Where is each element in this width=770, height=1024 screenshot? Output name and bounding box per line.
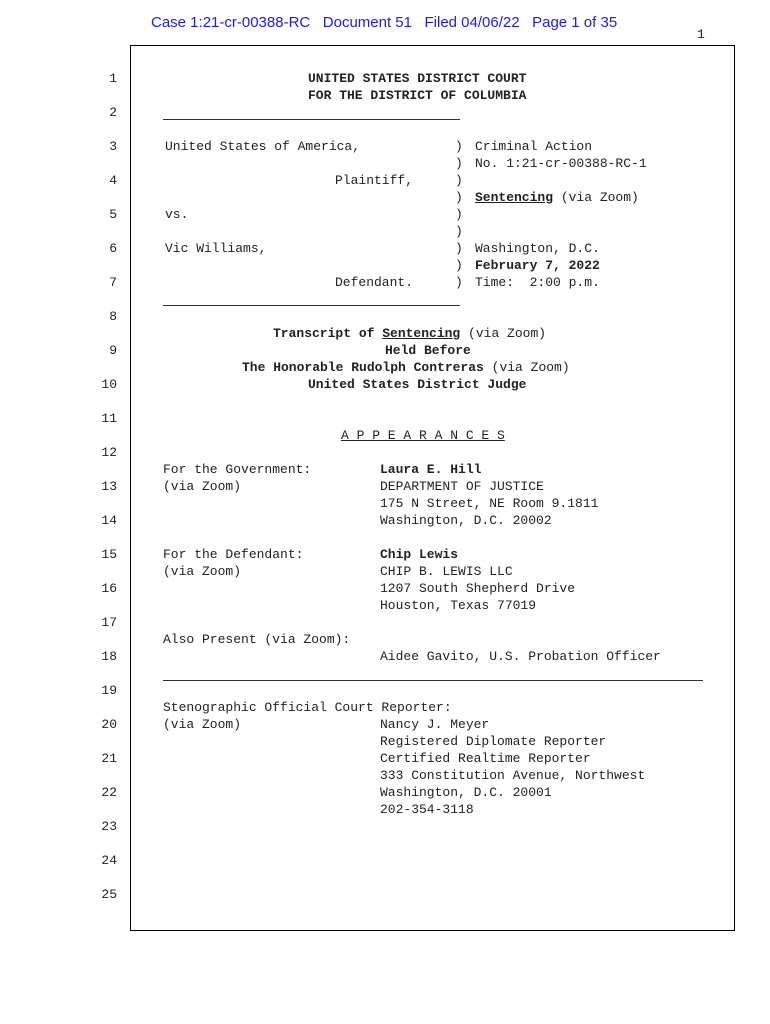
criminal-action: Criminal Action [475, 139, 593, 154]
defendant-via: (via Zoom) [163, 564, 242, 579]
reporter-rule [163, 680, 703, 681]
government-address2: Washington, D.C. 20002 [380, 513, 552, 528]
line-number: 8 [109, 309, 117, 324]
line-number: 7 [109, 275, 117, 290]
reporter-address1: 333 Constitution Avenue, Northwest [380, 768, 646, 783]
case-header [151, 14, 617, 31]
government-org: DEPARTMENT OF JUSTICE [380, 479, 544, 494]
case-number: Case 1:21-cr-00388-RC [151, 14, 311, 31]
held-before: Held Before [385, 343, 471, 358]
government-address1: 175 N Street, NE Room 9.1811 [380, 496, 599, 511]
proceeding-type [475, 189, 639, 206]
line-number: 11 [101, 411, 117, 426]
also-present-value: Aidee Gavito, U.S. Probation Officer [380, 649, 661, 664]
reporter-cred1: Registered Diplomate Reporter [380, 734, 607, 749]
hearing-location: Washington, D.C. [475, 241, 600, 256]
line-number: 5 [109, 207, 117, 222]
paren: ) [455, 139, 463, 154]
line-number: 10 [101, 377, 117, 392]
line-number: 13 [101, 479, 117, 494]
defendant-address2: Houston, Texas 77019 [380, 598, 537, 613]
reporter-via: (via Zoom) [163, 717, 242, 732]
defendant-address1: 1207 South Shepherd Drive [380, 581, 576, 596]
court-name: UNITED STATES DISTRICT COURT [308, 71, 527, 86]
plaintiff-name: United States of America, [165, 139, 361, 154]
line-number: 24 [101, 853, 117, 868]
line-number: 12 [101, 445, 117, 460]
paren: ) [455, 156, 463, 171]
paren: ) [455, 224, 463, 239]
reporter-cred2: Certified Realtime Reporter [380, 751, 591, 766]
page-number: 1 [697, 27, 705, 42]
title-proceeding: Sentencing [382, 326, 461, 341]
document-number: Document 51 [322, 14, 412, 31]
line-number: 21 [101, 751, 117, 766]
line-number: 6 [109, 241, 117, 256]
defendant-label: For the Defendant: [163, 547, 304, 562]
line-number: 4 [109, 173, 117, 188]
paren: ) [455, 258, 463, 273]
defendant-attorney: Chip Lewis [380, 547, 459, 562]
caption-top-rule [163, 119, 460, 120]
case-no: No. 1:21-cr-00388-RC-1 [475, 156, 647, 171]
government-via: (via Zoom) [163, 479, 242, 494]
judge-suffix: (via Zoom) [483, 360, 570, 375]
court-district: FOR THE DISTRICT OF COLUMBIA [308, 88, 527, 103]
caption-bottom-rule [163, 305, 460, 306]
line-number: 17 [101, 615, 117, 630]
line-number: 18 [101, 649, 117, 664]
transcript-title [273, 325, 546, 342]
defendant-name: Vic Williams, [165, 241, 267, 256]
line-number: 23 [101, 819, 117, 834]
judge-name: The Honorable Rudolph Contreras [242, 360, 484, 375]
also-present-label: Also Present (via Zoom): [163, 632, 351, 647]
hearing-time: Time: 2:00 p.m. [475, 275, 600, 290]
reporter-label: Stenographic Official Court Reporter: [163, 700, 452, 715]
defendant-org: CHIP B. LEWIS LLC [380, 564, 513, 579]
title-prefix: Transcript of [273, 326, 383, 341]
paren: ) [455, 241, 463, 256]
title-suffix: (via Zoom) [460, 326, 547, 341]
line-number: 3 [109, 139, 117, 154]
reporter-address2: Washington, D.C. 20001 [380, 785, 552, 800]
margin-line [130, 62, 131, 910]
paren: ) [455, 173, 463, 188]
defendant-role: Defendant. [335, 275, 414, 290]
line-number: 14 [101, 513, 117, 528]
page-count: Page 1 of 35 [532, 14, 618, 31]
judge-title: United States District Judge [308, 377, 527, 392]
hearing-date: February 7, 2022 [475, 258, 600, 273]
government-label: For the Government: [163, 462, 312, 477]
line-number: 9 [109, 343, 117, 358]
line-number: 1 [109, 71, 117, 86]
plaintiff-role: Plaintiff, [335, 173, 414, 188]
line-number: 2 [109, 105, 117, 120]
versus: vs. [165, 207, 189, 222]
filed-date: Filed 04/06/22 [424, 14, 520, 31]
government-attorney: Laura E. Hill [380, 462, 482, 477]
appearances-heading: A P P E A R A N C E S [341, 428, 505, 443]
paren: ) [455, 190, 463, 205]
paren: ) [455, 275, 463, 290]
proceeding-suffix: (via Zoom) [553, 190, 639, 205]
line-number: 15 [101, 547, 117, 562]
reporter-name: Nancy J. Meyer [380, 717, 490, 732]
reporter-phone: 202-354-3118 [380, 802, 474, 817]
line-number: 25 [101, 887, 117, 902]
line-number: 19 [101, 683, 117, 698]
proceeding-name: Sentencing [475, 190, 554, 205]
line-number: 20 [101, 717, 117, 732]
paren: ) [455, 207, 463, 222]
line-number: 16 [101, 581, 117, 596]
judge-line [242, 359, 570, 376]
line-number: 22 [101, 785, 117, 800]
